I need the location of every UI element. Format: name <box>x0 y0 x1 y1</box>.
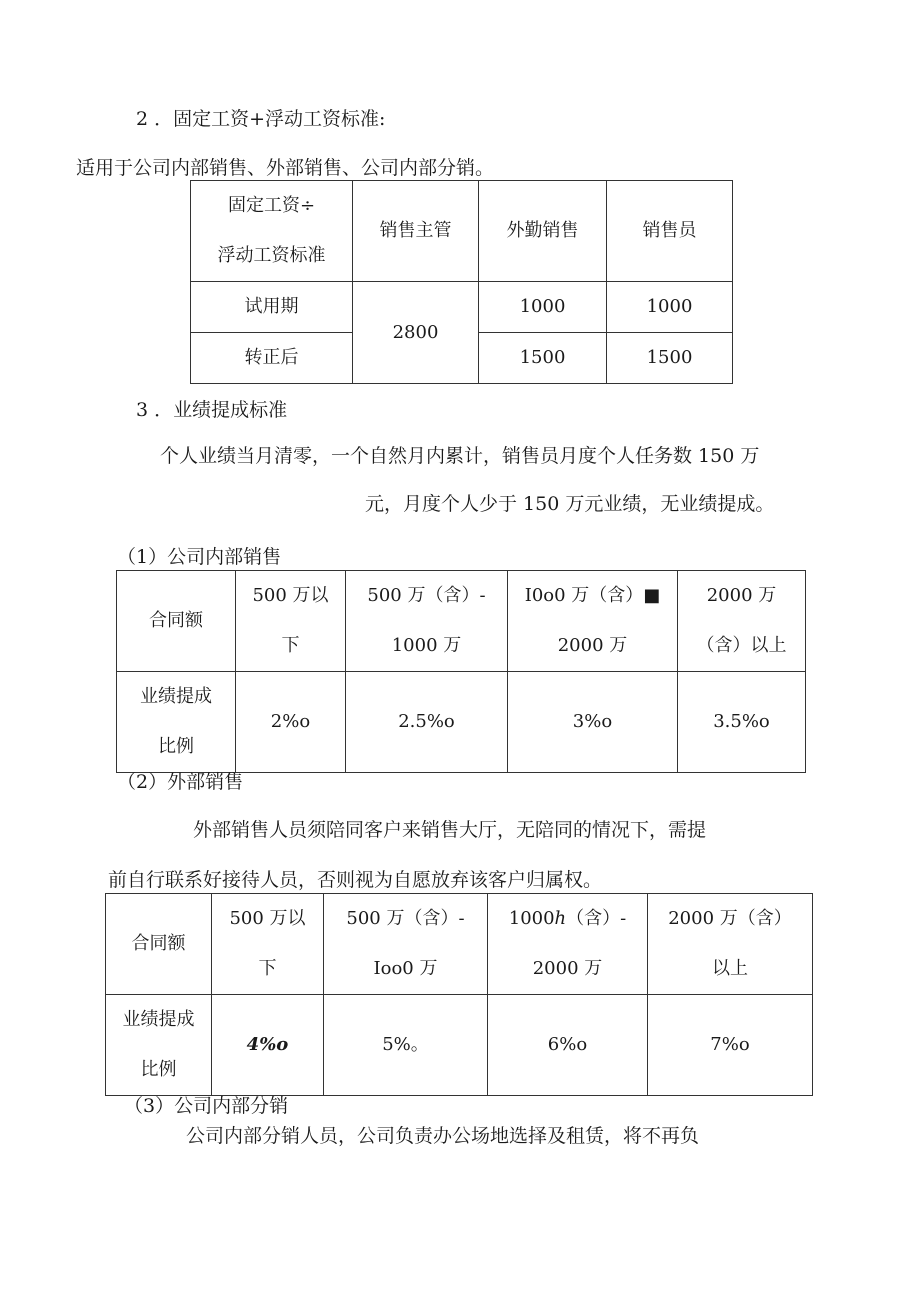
cell-line: 500 万（含）- <box>346 908 465 929</box>
cell-line: （含）以上 <box>696 635 787 656</box>
table-cell: 1500 <box>479 333 607 384</box>
internal-sales-title: （1）公司内部销售 <box>117 546 282 568</box>
table-row <box>106 894 813 995</box>
table-header-cell: 销售主管 <box>353 181 479 282</box>
table-cell: 转正后 <box>191 333 353 384</box>
section-3-heading: 3 ．业绩提成标准 <box>136 399 288 421</box>
table-cell: 3%o <box>508 672 678 773</box>
section-3-paragraph-line: 元，月度个人少于 150 万元业绩，无业绩提成。 <box>365 493 775 515</box>
cell-line: 下 <box>258 958 277 979</box>
cell-line: I0o0 万（含）■ <box>524 585 661 606</box>
table-cell: 4%o <box>212 995 324 1096</box>
table-cell: 1500 <box>607 333 733 384</box>
cell-line: 500 万（含）- <box>367 585 486 606</box>
cell-line: 500 万以 <box>252 585 329 606</box>
table-cell: 7%o <box>648 995 813 1096</box>
table-cell <box>236 571 346 672</box>
table-cell: 2800 <box>353 282 479 384</box>
table-cell: 5%。 <box>324 995 488 1096</box>
fixed-floating-salary-table <box>190 180 733 384</box>
table-cell <box>117 672 236 773</box>
cell-line: 以上 <box>712 958 748 979</box>
table-row <box>191 181 733 282</box>
table-cell <box>678 571 806 672</box>
internal-distribution-paragraph-line: 公司内部分销人员，公司负责办公场地选择及租赁，将不再负 <box>186 1125 700 1147</box>
section-2-applies-text: 适用于公司内部销售、外部销售、公司内部分销。 <box>76 157 495 179</box>
cell-line: 500 万以 <box>229 908 306 929</box>
table-cell: 合同额 <box>117 571 236 672</box>
header-line: 浮动工资标准 <box>217 245 326 266</box>
cell-line: 1000 万 <box>391 635 462 656</box>
cell-line: 业绩提成 <box>140 686 212 707</box>
external-sales-title: （2）外部销售 <box>117 771 244 793</box>
cell-line: 2000 万（含） <box>668 908 792 929</box>
cell-line: 2000 万 <box>557 635 628 656</box>
cell-line: 2000 万 <box>532 958 603 979</box>
table-header-cell <box>191 181 353 282</box>
cell-line: 2000 万 <box>706 585 777 606</box>
header-line: 固定工资÷ <box>227 195 316 216</box>
table-cell <box>648 894 813 995</box>
external-sales-paragraph-line: 外部销售人员须陪同客户来销售大厅，无陪同的情况下，需提 <box>193 819 707 841</box>
table-cell: 2.5%o <box>346 672 508 773</box>
table-cell: 1000 <box>479 282 607 333</box>
table-cell <box>346 571 508 672</box>
table-cell <box>106 995 212 1096</box>
table-row <box>117 571 806 672</box>
table-cell <box>324 894 488 995</box>
table-cell <box>508 571 678 672</box>
external-sales-paragraph-line: 前自行联系好接待人员，否则视为自愿放弃该客户归属权。 <box>108 869 603 891</box>
table-cell: 合同额 <box>106 894 212 995</box>
cell-line: 1000ℎ（含）- <box>508 908 627 929</box>
cell-line: Ioo0 万 <box>373 958 438 979</box>
internal-distribution-title: （3）公司内部分销 <box>124 1095 289 1117</box>
table-cell <box>488 894 648 995</box>
table-cell: 3.5%o <box>678 672 806 773</box>
table-header-cell: 外勤销售 <box>479 181 607 282</box>
cell-line: 下 <box>281 635 300 656</box>
table-cell: 试用期 <box>191 282 353 333</box>
table-header-cell: 销售员 <box>607 181 733 282</box>
table-row <box>117 672 806 773</box>
table-cell: 6%o <box>488 995 648 1096</box>
table-cell: 2%o <box>236 672 346 773</box>
table-cell <box>212 894 324 995</box>
table-row <box>106 995 813 1096</box>
section-3-paragraph-line: 个人业绩当月清零，一个自然月内累计，销售员月度个人任务数 150 万 <box>160 445 760 467</box>
table-row <box>191 282 733 333</box>
table-cell: 1000 <box>607 282 733 333</box>
section-2-heading: 2 ．固定工资+浮动工资标准: <box>136 108 386 130</box>
cell-line: 业绩提成 <box>122 1009 195 1030</box>
external-sales-commission-table <box>105 893 813 1096</box>
cell-line: 比例 <box>158 736 194 757</box>
cell-line: 比例 <box>140 1059 177 1080</box>
internal-sales-commission-table <box>116 570 806 773</box>
